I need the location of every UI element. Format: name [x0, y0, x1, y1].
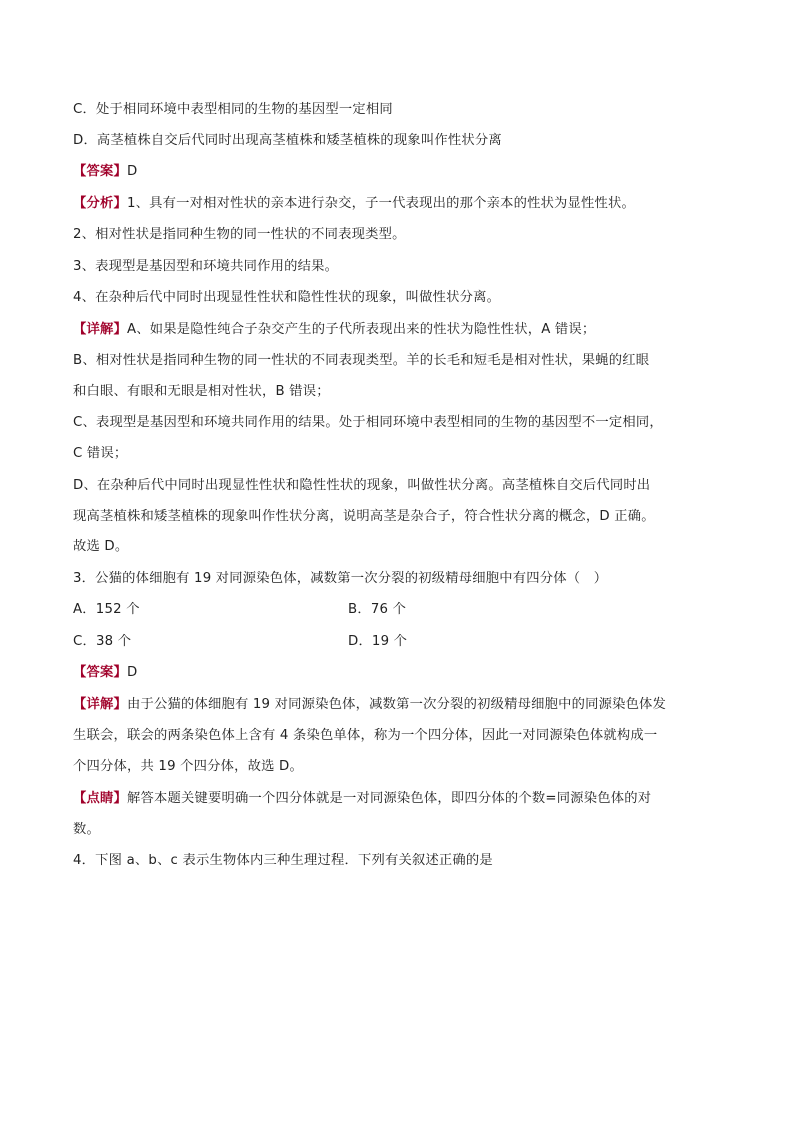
detail-tag: 【详解】 [73, 697, 127, 712]
detail-tag: 【详解】 [73, 322, 127, 337]
q2-detail-line-8: 故选 D。 [73, 539, 129, 554]
q3-option-c: C．38 个 [73, 634, 132, 649]
q2-detail-line-1 [73, 321, 723, 339]
q2-option-c: C．处于相同环境中表型相同的生物的基因型一定相同 [73, 102, 393, 117]
answer-value: D [127, 164, 138, 179]
q2-analysis-line-2: 2、相对性状是指同种生物的同一性状的不同表现类型。 [73, 227, 406, 242]
answer-value: D [127, 665, 138, 680]
q2-option-d: D．高茎植株自交后代同时出现高茎植株和矮茎植株的现象叫作性状分离 [73, 133, 502, 148]
tip-text: 解答本题关键要明确一个四分体就是一对同源染色体，即四分体的个数=同源染色体的对 [127, 791, 652, 806]
q2-detail-line-6: D、在杂种后代中同时出现显性性状和隐性性状的现象，叫做性状分离。高茎植株自交后代同时出 [73, 478, 651, 493]
q3-options-row-1 [73, 601, 723, 619]
q3-answer [73, 664, 723, 682]
q2-detail-line-5: C 错误； [73, 446, 128, 461]
q2-analysis-line-4: 4、在杂种后代中同时出现显性性状和隐性性状的现象，叫做性状分离。 [73, 290, 501, 305]
q2-analysis-line-3: 3、表现型是基因型和环境共同作用的结果。 [73, 259, 339, 274]
q2-detail-line-3: 和白眼、有眼和无眼是相对性状，B 错误； [73, 384, 330, 399]
q3-detail-line-3: 个四分体，共 19 个四分体，故选 D。 [73, 759, 303, 774]
q2-detail-line-4: C、表现型是基因型和环境共同作用的结果。处于相同环境中表型相同的生物的基因型不一定相同， [73, 415, 663, 430]
q3-stem: 3．公猫的体细胞有 19 对同源染色体，减数第一次分裂的初级精母细胞中有四分体（ ） [73, 571, 608, 586]
analysis-text: 1、具有一对相对性状的亲本进行杂交，子一代表现出的那个亲本的性状为显性性状。 [127, 196, 636, 211]
detail-text: A、如果是隐性纯合子杂交产生的子代所表现出来的性状为隐性性状，A 错误； [127, 322, 596, 337]
detail-text: 由于公猫的体细胞有 19 对同源染色体，减数第一次分裂的初级精母细胞中的同源染色体发 [127, 697, 667, 712]
q3-option-d: D．19 个 [348, 634, 408, 649]
q3-options-row-2 [73, 633, 723, 651]
answer-tag: 【答案】 [73, 164, 127, 179]
q3-detail-line-1 [73, 696, 723, 714]
q3-option-a: A．152 个 [73, 602, 140, 617]
q3-tip-line-2: 数。 [73, 822, 100, 837]
answer-tag: 【答案】 [73, 665, 127, 680]
q2-answer [73, 163, 723, 181]
q2-analysis-line-1 [73, 195, 723, 213]
q4-stem: 4．下图 a、b、c 表示生物体内三种生理过程．下列有关叙述正确的是 [73, 853, 493, 868]
q3-tip-line-1 [73, 790, 723, 808]
analysis-tag: 【分析】 [73, 196, 127, 211]
q2-detail-line-2: B、相对性状是指同种生物的同一性状的不同表现类型。羊的长毛和短毛是相对性状，果蝇的红眼 [73, 353, 650, 368]
q2-detail-line-7: 现高茎植株和矮茎植株的现象叫作性状分离，说明高茎是杂合子，符合性状分离的概念，D 正确。 [73, 509, 655, 524]
q3-option-b: B．76 个 [348, 602, 407, 617]
tip-tag: 【点睛】 [73, 791, 127, 806]
q3-detail-line-2: 生联会，联会的两条染色体上含有 4 条染色单体，称为一个四分体，因此一对同源染色体就构成一 [73, 728, 658, 743]
